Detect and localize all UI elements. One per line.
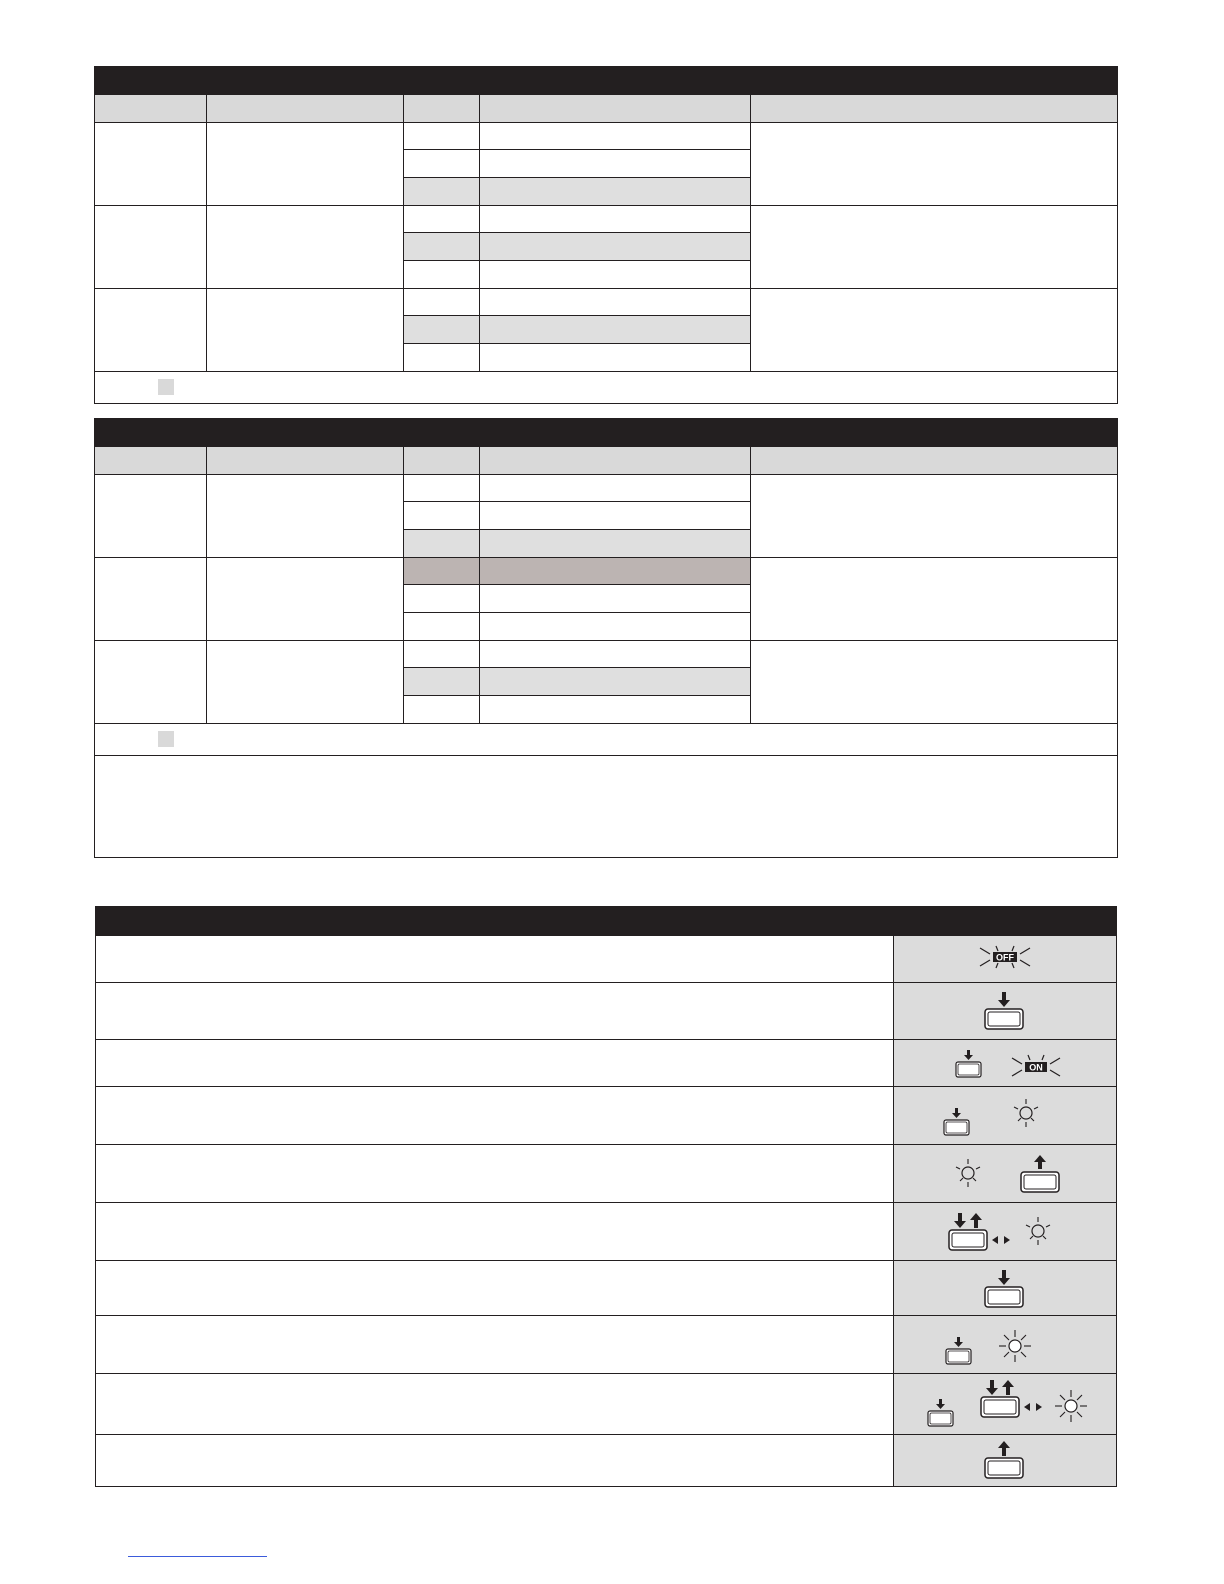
table-row (404, 696, 750, 723)
table-row (404, 289, 750, 316)
procedure-step-2 (96, 982, 1116, 1039)
table-1-header-col-2 (207, 95, 405, 123)
table-2-title (95, 419, 1117, 447)
table-2-group-2-options (404, 558, 751, 640)
table-row (404, 123, 750, 150)
table-row (404, 502, 750, 529)
table-row-default (404, 316, 750, 343)
procedure-step-10 (96, 1434, 1116, 1486)
step-text (96, 1203, 893, 1260)
procedure-step-3 (96, 1039, 1116, 1086)
table-2-group-2-col-2 (207, 558, 404, 640)
table-row-default (404, 530, 750, 557)
table-1-header-col-1 (95, 95, 207, 123)
led-off-blink-icon (893, 936, 1116, 982)
release-button-icon (893, 1435, 1116, 1486)
table-1-group-3-col-5 (751, 289, 1117, 371)
table-1-group-3-col-1 (95, 289, 207, 371)
table-2-group-2-col-1 (95, 558, 207, 640)
led-slow-blink-and-release-icon (893, 1145, 1116, 1202)
table-2-header-col-5 (751, 447, 1117, 475)
table-row (404, 150, 750, 177)
procedure-step-7 (96, 1260, 1116, 1315)
table-1-group-1 (95, 123, 1117, 206)
table-2-group-1-col-5 (751, 475, 1117, 557)
table-1-group-2-col-1 (95, 206, 207, 288)
press-and-led-fast-blink-icon (893, 1316, 1116, 1373)
procedure-step-1 (96, 935, 1116, 982)
step-text (96, 1374, 893, 1434)
table-2-header-row (95, 447, 1117, 475)
table-1-header-col-4 (480, 95, 750, 123)
table-2-group-2 (95, 558, 1117, 641)
procedure-step-6 (96, 1202, 1116, 1260)
table-row (404, 585, 750, 612)
step-text (96, 1087, 893, 1144)
step-text (96, 1040, 893, 1086)
table-row-default (404, 668, 750, 695)
table-row-default (404, 233, 750, 260)
press-then-repeat-led-fast-icon (893, 1374, 1116, 1434)
table-2-group-3-col-2 (207, 641, 404, 723)
table-2-group-2-col-5 (751, 558, 1117, 640)
off-badge: OFF (996, 952, 1014, 963)
table-1-header-row (95, 95, 1117, 123)
press-release-repeat-led-icon (893, 1203, 1116, 1260)
procedure-step-5 (96, 1144, 1116, 1202)
table-row (404, 344, 750, 371)
table-2-group-3 (95, 641, 1117, 724)
step-text (96, 1316, 893, 1373)
table-2-group-3-options (404, 641, 751, 723)
table-1-group-3-options (404, 289, 751, 371)
press-button-icon (893, 1261, 1116, 1315)
procedure-step-8 (96, 1315, 1116, 1373)
table-2-header-col-4 (480, 447, 750, 475)
table-1-title (95, 67, 1117, 95)
table-2-group-1 (95, 475, 1117, 558)
procedure-title (96, 907, 1116, 935)
step-text (96, 936, 893, 982)
table-row (404, 475, 750, 502)
table-1-group-1-col-2 (207, 123, 404, 205)
table-2-group-1-col-1 (95, 475, 207, 557)
default-swatch (158, 731, 174, 747)
procedure-step-4 (96, 1086, 1116, 1144)
step-text (96, 1261, 893, 1315)
table-2-header-col-3 (404, 447, 480, 475)
settings-table-2 (94, 418, 1118, 858)
table-row (404, 206, 750, 233)
table-row (404, 613, 750, 640)
press-and-led-on-blink-icon (893, 1040, 1116, 1086)
table-1-group-1-col-1 (95, 123, 207, 205)
settings-table-1 (94, 66, 1118, 404)
table-2-notes (95, 755, 1117, 857)
table-1-group-2-options (404, 206, 751, 288)
table-1-group-3-col-2 (207, 289, 404, 371)
table-2-group-3-col-5 (751, 641, 1117, 723)
procedure-step-9 (96, 1373, 1116, 1434)
default-swatch (158, 379, 174, 395)
table-2-header-col-2 (207, 447, 405, 475)
step-text (96, 1435, 893, 1486)
table-1-group-2-col-2 (207, 206, 404, 288)
table-2-group-3-col-1 (95, 641, 207, 723)
step-text (96, 983, 893, 1039)
table-2-group-1-col-2 (207, 475, 404, 557)
table-1-group-2 (95, 206, 1117, 289)
step-text (96, 1145, 893, 1202)
table-1-legend (95, 372, 1117, 403)
table-1-group-1-col-5 (751, 123, 1117, 205)
table-row-default (404, 178, 750, 205)
table-row (404, 641, 750, 668)
table-1-group-2-col-5 (751, 206, 1117, 288)
table-1-header-col-3 (404, 95, 480, 123)
table-1-group-1-options (404, 123, 751, 205)
table-2-group-1-options (404, 475, 751, 557)
table-row (404, 261, 750, 288)
procedure-table (95, 906, 1117, 1487)
footer-link-underline[interactable] (128, 1556, 267, 1557)
table-2-legend (95, 724, 1117, 755)
table-2-header-col-1 (95, 447, 207, 475)
press-button-icon (893, 983, 1116, 1039)
table-1-header-col-5 (751, 95, 1117, 123)
press-and-led-slow-blink-icon (893, 1087, 1116, 1144)
on-badge: ON (1029, 1062, 1043, 1073)
table-row-default (404, 558, 750, 585)
table-1-group-3 (95, 289, 1117, 372)
